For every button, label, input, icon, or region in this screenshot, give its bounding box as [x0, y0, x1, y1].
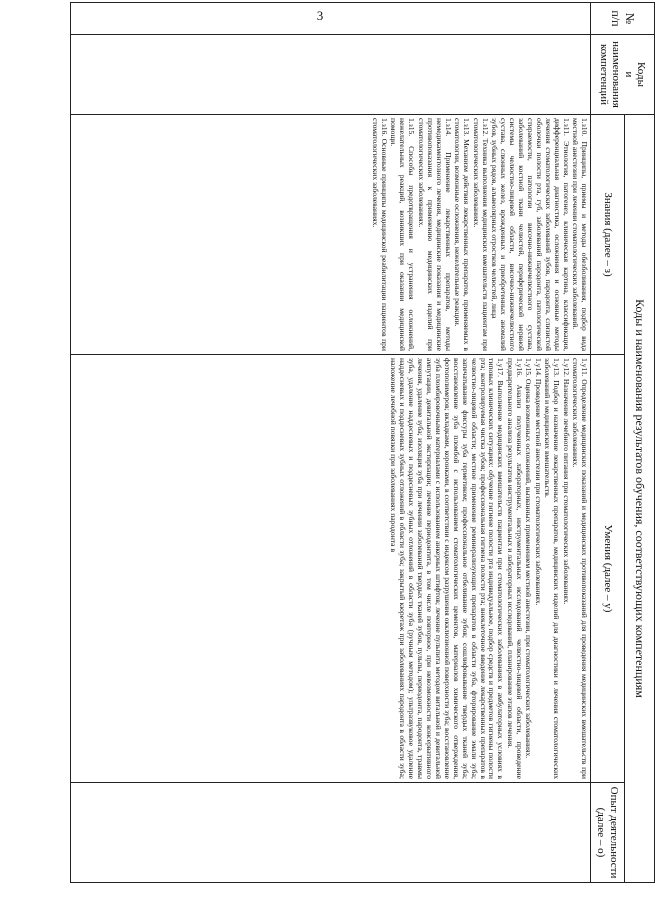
- cell-codes: [71, 35, 591, 115]
- rotated-table-wrapper: [70, 2, 655, 882]
- knowledge-item: 1.з14. Применение лекарственных препаратов, методы немедикаментозного лечения, медицинские показания и медицинские противопоказания к применению медицинских изделий при стоматологических заболеваниях.: [416, 118, 453, 351]
- header-experience: [591, 783, 625, 883]
- skill-item: 1.у11. Определение медицинских показаний и медицинских противопоказаний для проведения медицинских вмешательств при стоматологических заболеваниях.: [571, 358, 589, 779]
- skill-item: 1.у14. Проведение местной анестезии при стоматологических заболеваниях.: [533, 358, 543, 606]
- header-group: Коды и наименования результатов обучения, соответствующих компетенциям: [625, 115, 655, 883]
- knowledge-item: 1.з10. Принципы, приемы и методы обезболивания, подбор вида местной анестезии при лечении стоматологических заболеваний.: [571, 118, 589, 351]
- cell-knowledge: [71, 115, 591, 355]
- header-skills: Умения (далее – у): [591, 355, 625, 783]
- header-num: [591, 3, 655, 35]
- competency-table: [70, 2, 655, 883]
- cell-num: [71, 3, 591, 35]
- skill-item: 1.у12. Назначение лечебного питания при стоматологических заболеваниях.: [561, 358, 571, 605]
- header-codes-text: Коды и наименования компетенций: [598, 41, 647, 108]
- skill-item: 1.у13. Подбор и назначение лекарственных препаратов, медицинских изделий для диагностики и лечения стоматологических заболеваний и медицинских вмешательств.: [543, 358, 562, 779]
- cell-experience: [71, 783, 591, 883]
- header-num-text: № п/п: [609, 10, 637, 27]
- knowledge-item: 1.з13. Механизм действия лекарственных препаратов, применяемых в стоматологии, возможные осложнения, нежелательные реакции.: [453, 118, 472, 351]
- knowledge-item: 1.з16. Основные принципы медицинской реабилитации пациентов при стоматологических заболеваниях.: [371, 118, 390, 351]
- page-number: 3: [316, 8, 324, 23]
- knowledge-item: 1.з12. Техника выполнения медицинских вмешательств пациентам при стоматологических заболеваниях.: [471, 118, 490, 351]
- knowledge-item: 1.з15. Способы предотвращения и устранения осложнений, нежелательных реакций, возникших при оказании медицинской помощи.: [389, 118, 417, 351]
- skill-item: 1.у16. Анализ полученных лабораторных, инструментальных исследований челюстно-лицевой области, проведение предварительного анализа результатов инструментальных и лабораторных исследований, планирование этапов лечения.: [505, 358, 524, 779]
- cell-skills: [71, 355, 591, 783]
- skill-item: 1.у15. Оценка возможных осложнений, вызванных применением местной анестезии, при стоматологических заболеваниях.: [524, 358, 534, 759]
- header-knowledge: Знания (далее – з): [591, 115, 625, 355]
- skill-item: 1.у17. Выполнение медицинских вмешательств пациентам при стоматологических заболеваниях в амбулаторных условиях в типовых клинических ситуациях: обучение гигиене полости рта индивидуальное, подбор средств и предметов гигиены полости рта; контролируемая чистка зубов; профессиональная гигиена полости рта; внеклеточное введение лекарственных препаратов в челюстно-лицевой области; местное применение реминерализующих препаратов в области зуба, фторирование эмали зуба; запечатывание фиссуры зуба герметиком; профессиональное отбеливание зубов; сошлифовывание твердых тканей зуба; восстановление зуба пломбой с использованием стоматологических цементов, материалов химического отверждения, фотополимеров; вкладками, коронками, в соответствии с индексом разрушения окклюзионной поверхности зуба; восстановление зуба пломбировочными материалами с использованием анкерных штифтов; лечение пульпита методом витальной и девитальной ампутации, девитальной экстирпации; лечение периодонтита, в том числе повторное, при невозможности консервативного лечения, удаление зуба; изоляция зуба при лечении заболеваний твердых тканей зубов, пульпы, периодонта, пародонта, травмы зуба, удаление наддесневых и поддесневых зубных отложений в области зуба (ручным методом); ультразвуковое удаление наддесневых и поддесневых зубных отложений в области зуба; закрытый кюретаж при заболеваниях пародонта в области зуба; наложение лечебной повязки при заболеваниях пародонта в: [388, 358, 506, 779]
- knowledge-item: 1.з11. Этиология, патогенез, клиническая картина, классификация, дифференциальная диагностика, осложнения и основные методы лечения стоматологических заболеваний зубов, пародонта, слизистой оболочки полости рта, губ, заболеваний пародонта, патологической стираемости, патологии височно-нижнечелюстного сустава, заболеваний костной ткани челюстей, периферической нервной системы челюстно-лицевой области, височно-нижнечелюстного сустава, слюнных желез, врожденных и приобретенных аномалий зубов, зубных рядов, альвеолярных отростков челюстей, лица: [489, 118, 571, 351]
- header-codes: [591, 35, 655, 115]
- header-experience-text: Опыт деятельности (далее – о): [595, 786, 620, 879]
